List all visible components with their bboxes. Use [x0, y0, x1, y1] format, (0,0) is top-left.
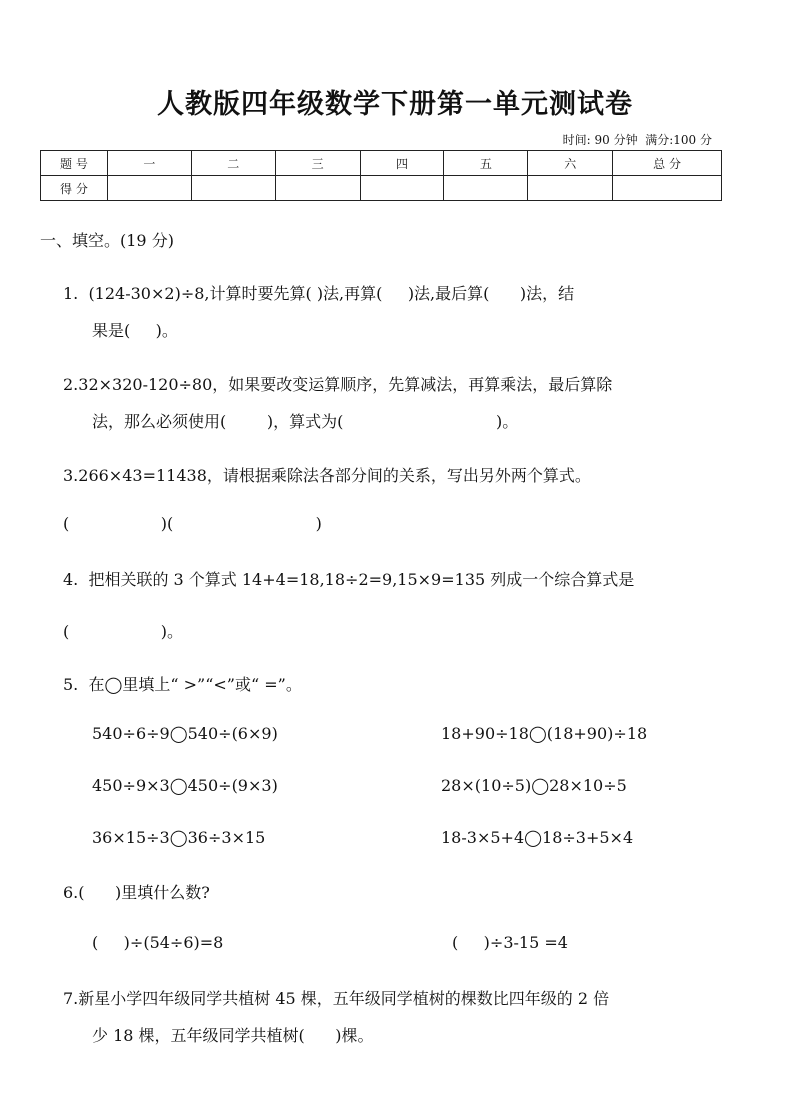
- score-header-cell: 三: [275, 151, 360, 176]
- score-header-cell: 一: [107, 151, 191, 176]
- score-table-header-row: [41, 151, 722, 176]
- exam-meta: 时间: 90 分钟 满分:100 分: [562, 133, 712, 147]
- question-4-line: 4. 把相关联的 3 个算式 14+4=18,18÷2=9,15×9=135 列成一个综合算式是: [63, 570, 635, 589]
- score-cell[interactable]: [360, 176, 444, 201]
- question-6-item: ( )÷3-15 =4: [452, 933, 568, 952]
- compare-item: 18-3×5+4◯18÷3+5×4: [441, 828, 634, 847]
- question-2-line: 法，那么必须使用( )，算式为( )。: [92, 412, 519, 431]
- score-cell[interactable]: [613, 176, 722, 201]
- score-cell[interactable]: [107, 176, 191, 201]
- question-3-answer-blanks: ( )( ): [63, 514, 322, 533]
- compare-item: 36×15÷3◯36÷3×15: [92, 828, 266, 847]
- score-table-score-row: [41, 176, 722, 201]
- compare-item: 540÷6÷9◯540÷(6×9): [92, 724, 278, 743]
- score-cell[interactable]: [528, 176, 613, 201]
- score-cell[interactable]: [191, 176, 275, 201]
- score-header-cell: 二: [191, 151, 275, 176]
- score-header-cell: 题 号: [41, 151, 108, 176]
- question-1-line: 果是( )。: [92, 321, 178, 340]
- question-4-answer-blank: ( )。: [63, 622, 184, 641]
- question-3-line: 3.266×43=11438，请根据乘除法各部分间的关系，写出另外两个算式。: [63, 466, 591, 485]
- score-header-cell: 六: [528, 151, 613, 176]
- score-cell[interactable]: [444, 176, 528, 201]
- page-title: 人教版四年级数学下册第一单元测试卷: [157, 89, 633, 120]
- question-2-line: 2.32×320-120÷80，如果要改变运算顺序，先算减法，再算乘法，最后算除: [63, 375, 613, 394]
- score-header-cell: 五: [444, 151, 528, 176]
- question-6-line: 6.( )里填什么数?: [63, 883, 210, 902]
- section-heading: 一、填空。(19 分): [40, 231, 174, 250]
- score-header-cell: 四: [360, 151, 444, 176]
- question-7-line: 7.新星小学四年级同学共植树 45 棵，五年级同学植树的棵数比四年级的 2 倍: [63, 989, 610, 1008]
- score-header-cell: 总 分: [613, 151, 722, 176]
- compare-item: 28×(10÷5)◯28×10÷5: [441, 776, 627, 795]
- question-6-item: ( )÷(54÷6)=8: [92, 933, 224, 952]
- question-1-line: 1. (124-30×2)÷8,计算时要先算( )法,再算( )法,最后算( )法，结: [63, 284, 575, 303]
- compare-item: 18+90÷18◯(18+90)÷18: [441, 724, 648, 743]
- question-7-line: 少 18 棵，五年级同学共植树( )棵。: [92, 1026, 374, 1045]
- score-cell[interactable]: [275, 176, 360, 201]
- question-5-line: 5. 在◯里填上“ >”“<”或“ =”。: [63, 675, 302, 694]
- compare-item: 450÷9×3◯450÷(9×3): [92, 776, 278, 795]
- score-table: [40, 150, 722, 201]
- score-row-label: 得 分: [41, 176, 108, 201]
